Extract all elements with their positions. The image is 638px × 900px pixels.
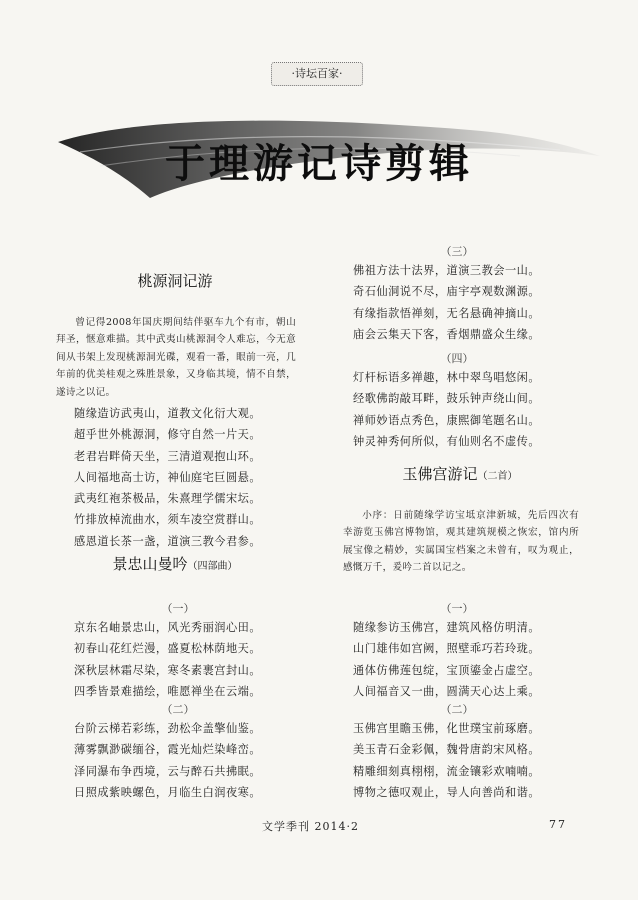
section-tag: ·诗坛百家· <box>271 62 363 86</box>
verse-line: 京东名岫景忠山，风光秀丽润心田。 <box>74 621 262 634</box>
verse-line: 初春山花红烂漫，盛夏松林荫地天。 <box>74 642 262 656</box>
verse-line: 人间福音又一曲，圆满天心达上乘。 <box>353 684 541 698</box>
verse-line: 薄雾飘渺碳缅谷，霞光灿烂染峰峦。 <box>74 743 262 757</box>
poem-verse-block <box>353 260 540 345</box>
verse-line: 美玉青石金彩佩，魏骨唐韵宋风格。 <box>353 743 541 757</box>
poem-title-text: 桃源洞记游 <box>137 272 213 290</box>
verse-line: 四季皆景难描绘，唯愿禅坐在云端。 <box>74 684 262 698</box>
poem-verse-block <box>353 718 540 803</box>
preface-text: 曾记得2008年国庆期间结伴驱车九个有市，朝山拜圣，惬意难描。其中武夷山桃源洞令人难忘，今无意间从书架上发现桃源洞光碟，观看一番，眼前一亮，几年前的优美桂观之殊胜景象，又身临其境，情不自禁，遂诗之以记。 <box>56 317 296 398</box>
verse-line: 随缘参访玉佛宫，建筑风格仿明清。 <box>353 621 541 634</box>
verse-line: 老君岩畔倚天坐，三清道观抱山环。 <box>74 449 262 463</box>
poem-title-text: 玉佛宫游记 <box>402 465 478 483</box>
verse-line: 山门雄伟如宫阙，照壁乖巧若玲珑。 <box>353 642 541 656</box>
part-number: （三） <box>440 245 474 258</box>
verse-line: 武夷红袍茶极品，朱熹理学儒宋坛。 <box>74 492 262 506</box>
verse-line: 奇石仙洞说不尽，庙宇亭观数渊源。 <box>353 285 541 299</box>
verse-line: 通体仿佛莲包绽，宝顶鎏金占虚空。 <box>353 663 541 677</box>
verse-line: 超乎世外桃源洞，修守自然一片天。 <box>74 428 262 442</box>
poem-title-taoyuan <box>60 270 290 291</box>
verse-line: 禅师妙语点秀色，康熙御笔题名山。 <box>353 413 541 427</box>
poem-verse-block <box>74 718 261 803</box>
verse-line: 钟灵神秀何所似，有仙则名不虚传。 <box>353 434 541 448</box>
part-number: （四） <box>440 352 474 365</box>
verse-line: 深秋层林霜尽染，寒冬素裹宫封山。 <box>74 663 262 677</box>
poem-subtitle: （四部曲） <box>187 561 238 572</box>
verse-line: 随缘造访武夷山，道教文化衍大观。 <box>74 407 262 420</box>
preface-text: 小序：日前随缘学访宝坻京津新城，先后四次有幸游览玉佛宫博物馆，观其建筑规模之恢宏，馆内所展宝像之精妙，实属国宝档案之未曾有，叹为观止，感慨万千，爰吟二首以记之。 <box>343 510 579 574</box>
page-number: 77 <box>549 818 567 831</box>
poem-title-yufogong <box>345 463 575 484</box>
poem-title-jingzhong <box>60 553 290 574</box>
verse-line: 佛祖方法十法界，道演三教会一山。 <box>353 264 541 277</box>
article-title: 于理游记诗剪辑 <box>165 141 473 187</box>
verse-line: 经歌佛韵敲耳畔，鼓乐钟声绕山间。 <box>353 392 541 406</box>
verse-line: 竹排放棹流曲水，须车凌空赏群山。 <box>74 513 262 527</box>
verse-line: 博物之德叹观止，导人向善尚和谐。 <box>353 785 541 799</box>
verse-line: 感恩道长茶一盏，道演三教今君参。 <box>74 534 262 548</box>
poem-subtitle: （二首） <box>477 471 518 482</box>
poem-title-text: 景忠山曼吟 <box>112 555 188 573</box>
poem-verse-block <box>353 367 540 452</box>
verse-line: 泽同瀑布争西境，云与醉石共拂眠。 <box>74 764 262 778</box>
verse-line: 人间福地高士访，神仙庭宅巨圆悬。 <box>74 470 262 484</box>
magazine-footer: 文学季刊 2014·2 <box>262 820 359 833</box>
poem-verse-block <box>74 403 261 552</box>
verse-line: 有缘指款悟禅刻，无名悬确神摘山。 <box>353 306 541 320</box>
verse-line: 日照成紫映螺色，月临生白润夜寒。 <box>74 785 262 799</box>
part-number: （一） <box>161 602 195 615</box>
verse-line: 庙会云集天下客，香烟鼎盛众生缘。 <box>353 327 541 341</box>
verse-line: 台阶云梯若彩练，劲松伞盖擎仙鉴。 <box>74 722 262 735</box>
verse-line: 玉佛宫里瞻玉佛，化世璞宝前琢磨。 <box>353 722 541 735</box>
poem-verse-block <box>353 617 540 702</box>
verse-line: 精雕细刻真栩栩，流金镶彩欢喃喃。 <box>353 764 541 778</box>
part-number: （一） <box>440 602 474 615</box>
part-number: （二） <box>161 703 195 716</box>
poem-preface <box>343 507 579 577</box>
poem-verse-block <box>74 617 261 702</box>
verse-line: 灯杆标语多禅趣，林中翠鸟唱悠闲。 <box>353 371 541 384</box>
part-number: （二） <box>440 703 474 716</box>
poem-preface <box>56 314 296 401</box>
